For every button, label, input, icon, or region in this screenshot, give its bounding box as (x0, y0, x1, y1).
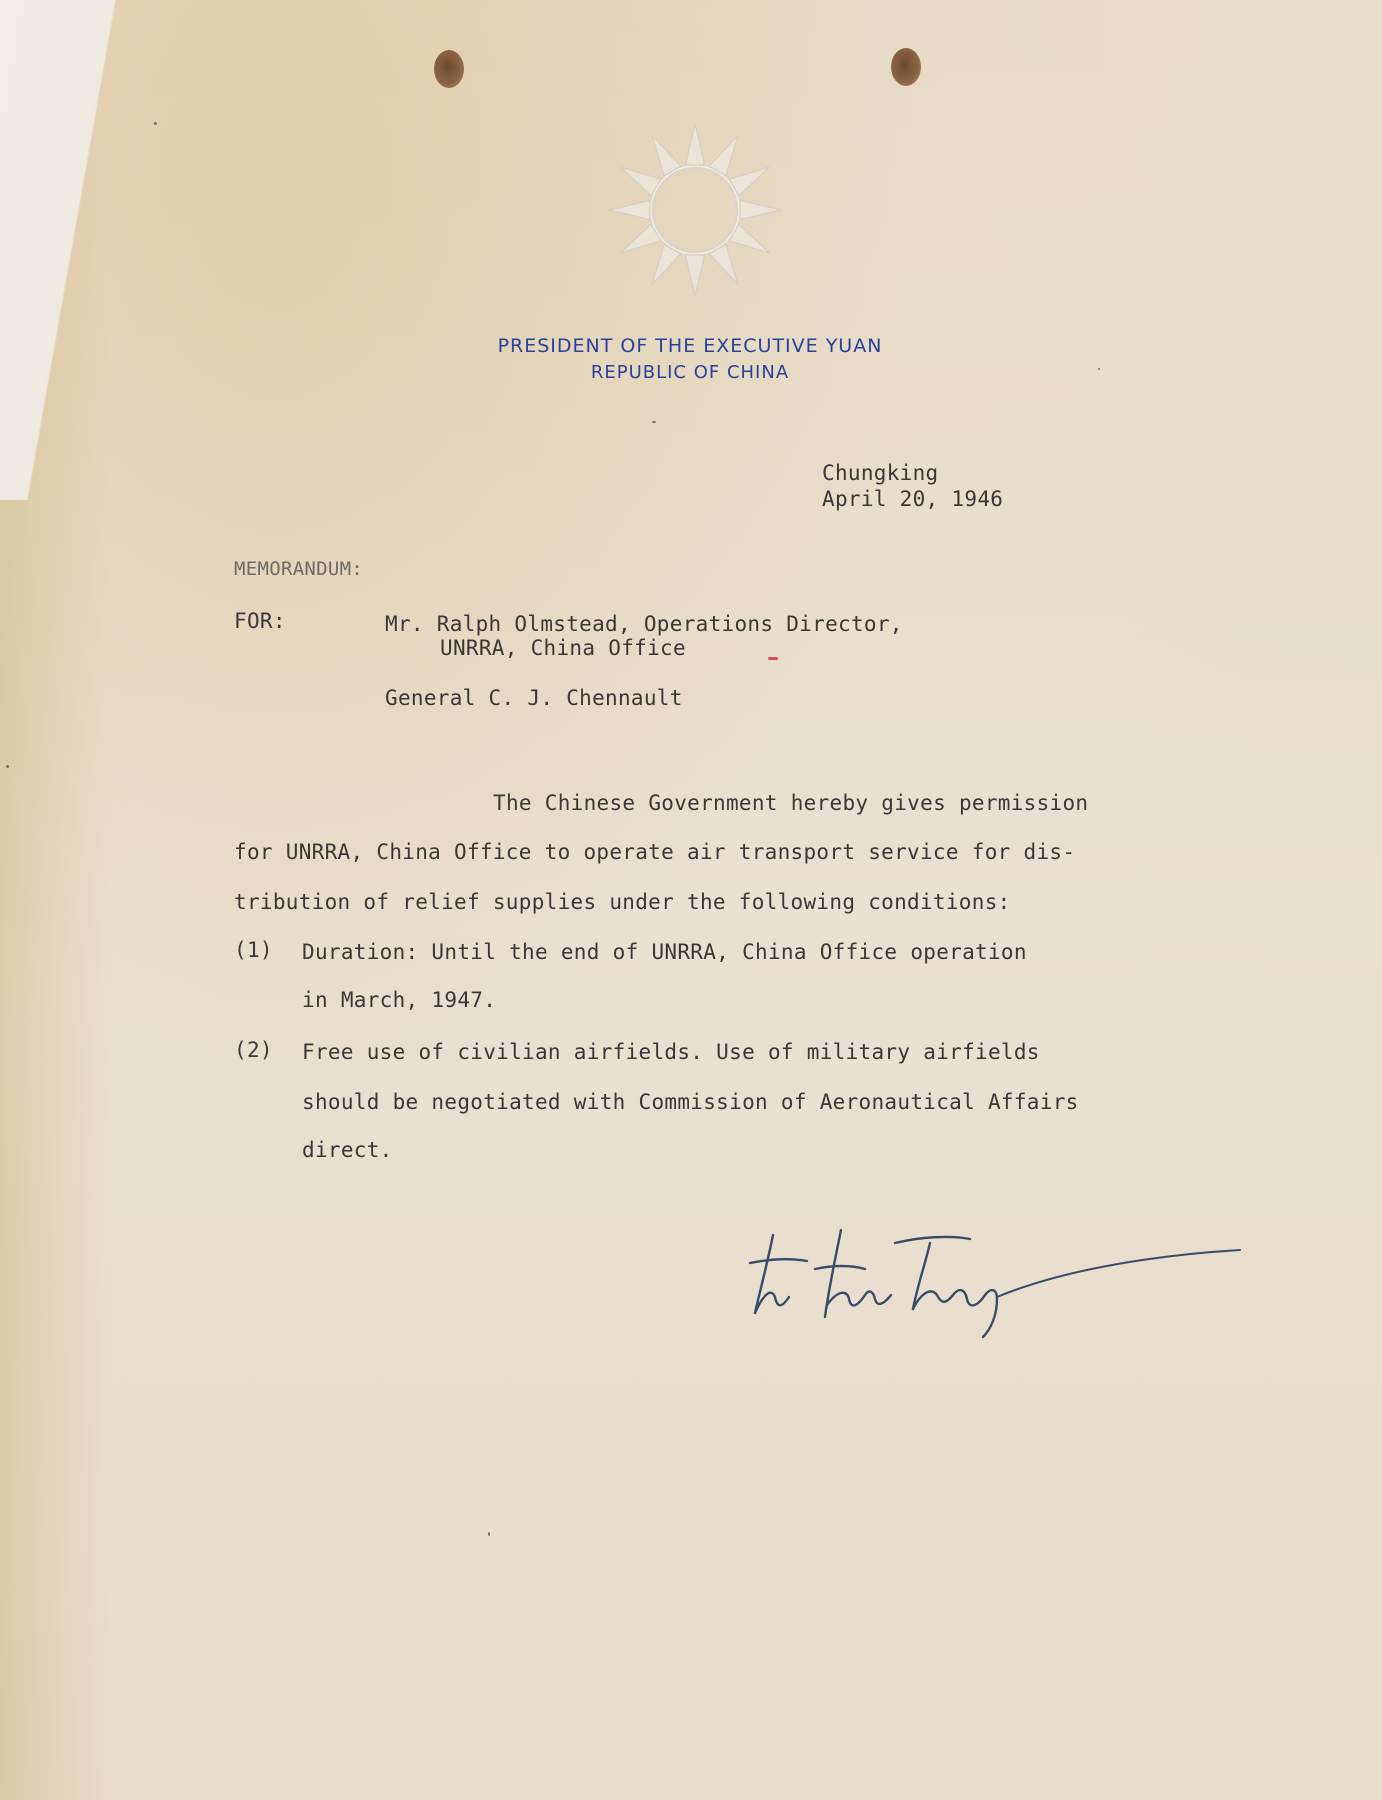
punch-hole-left (434, 50, 464, 88)
letterhead-line2: REPUBLIC OF CHINA (590, 362, 790, 383)
paper-speck (6, 765, 9, 768)
body-line-1: The Chinese Government hereby gives permission (493, 791, 1089, 815)
letterhead-line1: PRESIDENT OF THE EXECUTIVE YUAN (497, 335, 883, 357)
dateline-date: April 20, 1946 (822, 487, 1004, 511)
body-line-3: tribution of relief supplies under the following conditions: (234, 890, 1011, 914)
handwritten-signature (745, 1225, 1245, 1345)
for-label: FOR: (234, 609, 286, 633)
recipient-2: General C. J. Chennault (385, 686, 683, 710)
condition-1-line-1: Duration: Until the end of UNRRA, China Office operation (302, 940, 1027, 964)
body-line-2: for UNRRA, China Office to operate air transport service for dis- (234, 840, 1076, 864)
sun-ray (740, 200, 781, 219)
paper-speck (652, 421, 656, 423)
condition-2-line-2: should be negotiated with Commission of Aeronautical Affairs (302, 1090, 1079, 1114)
dateline-place: Chungking (822, 461, 939, 485)
paper-speck (1098, 368, 1100, 370)
condition-1-line-2: in March, 1947. (302, 988, 497, 1012)
condition-2-line-3: direct. (302, 1138, 393, 1162)
paper-speck (488, 1532, 490, 1536)
condition-2-line-1: Free use of civilian airfields. Use of military airfields (302, 1040, 1040, 1064)
memo-heading: MEMORANDUM: (234, 558, 364, 580)
red-ink-mark (768, 657, 778, 660)
paper-edge-shadow (0, 0, 120, 500)
recipient-1-line-1: Mr. Ralph Olmstead, Operations Director, (385, 612, 903, 636)
condition-2-number: (2) (234, 1038, 273, 1062)
sun-ray (685, 124, 704, 165)
sun-ray (685, 255, 704, 296)
paper-speck (154, 122, 157, 125)
sun-ray (609, 200, 650, 219)
recipient-1-line-2: UNRRA, China Office (440, 636, 686, 660)
punch-hole-right (891, 48, 921, 86)
condition-1-number: (1) (234, 938, 273, 962)
sun-emblem-emboss-icon (605, 120, 785, 300)
